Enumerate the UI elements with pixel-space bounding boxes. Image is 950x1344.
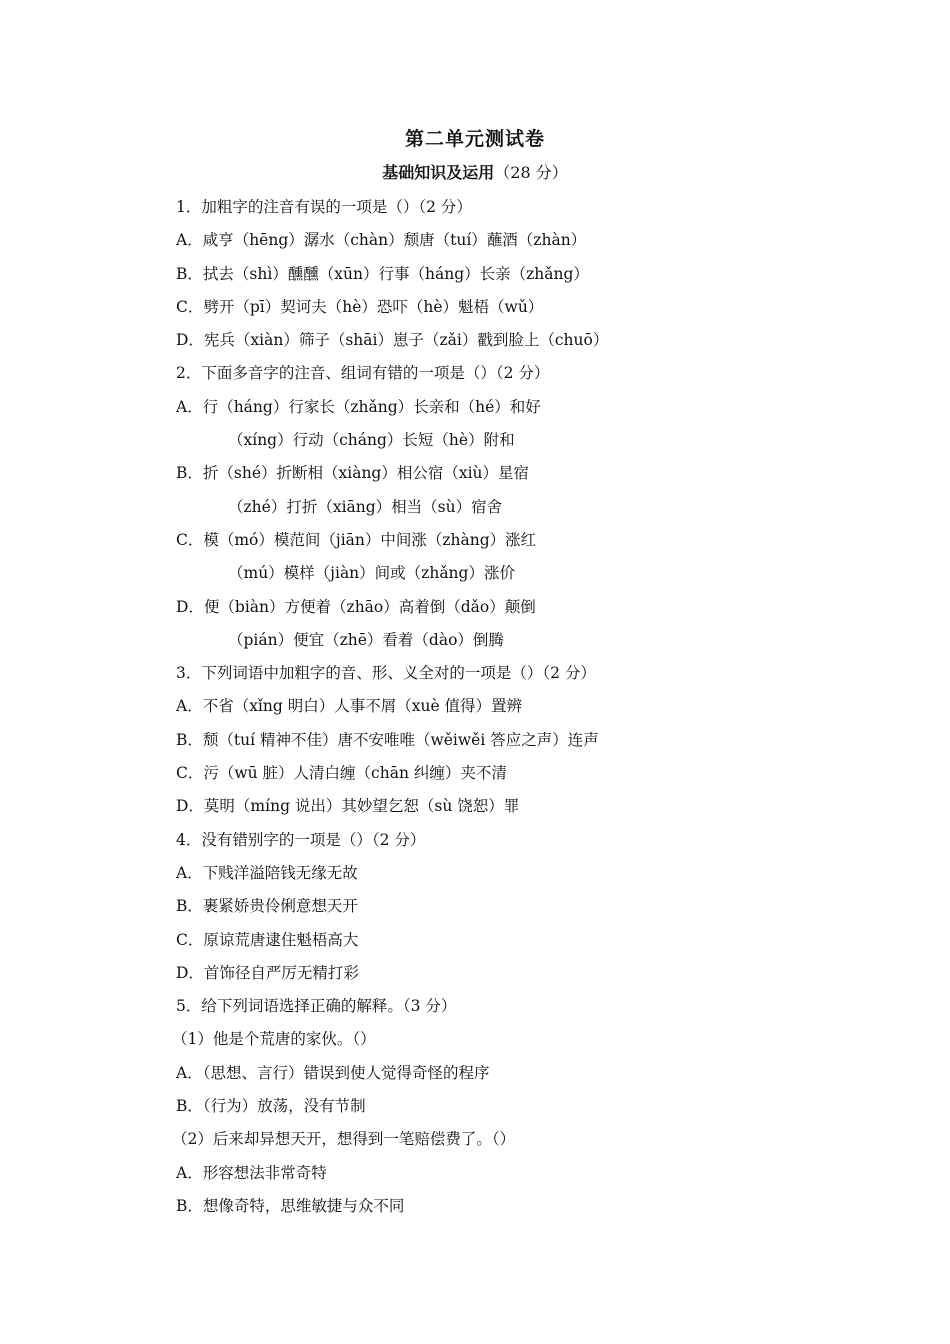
answer-option: B．折（shé）折断相（xiàng）相公宿（xiù）星宿 (176, 464, 530, 483)
sub-question: （2）后来却异想天开，想得到一笔赔偿费了。（） (172, 1130, 516, 1149)
answer-option: B．颓（tuí 精神不佳）唐不安唯唯（wěiwěi 答应之声）连声 (176, 730, 599, 749)
question-list (172, 191, 896, 1223)
answer-option: B．拭去（shì）醺醺（xūn）行事（háng）长亲（zhǎng） (176, 264, 589, 283)
answer-option: A．下贱洋溢陪钱无缘无故 (176, 863, 358, 882)
answer-option: D．宪兵（xiàn）筛子（shāi）崽子（zǎi）戳到脸上（chuō） (176, 331, 609, 350)
answer-option: A．（思想、言行）错误到使人觉得奇怪的程序 (176, 1063, 490, 1082)
page-title: 第二单元测试卷 (404, 128, 545, 150)
answer-option: C．劈开（pī）契诃夫（hè）恐吓（hè）魁梧（wǔ） (176, 297, 544, 316)
answer-option: C．模（mó）模范间（jiān）中间涨（zhàng）涨红 (176, 530, 537, 549)
answer-option: C．污（wū 脏）人清白缠（chān 纠缠）夹不清 (176, 764, 507, 783)
question-stem: 4．没有错别字的一项是（）（2 分） (176, 830, 426, 849)
answer-option: B．（行为）放荡，没有节制 (176, 1097, 366, 1116)
answer-option: C．原谅荒唐逮住魁梧高大 (176, 930, 359, 949)
section-heading-score: （28 分） (494, 163, 568, 182)
question-stem: 3．下列词语中加粗字的音、形、义全对的一项是（）（2 分） (176, 664, 596, 683)
answer-option: A．行（háng）行家长（zhǎng）长亲和（hé）和好 (176, 397, 541, 416)
option-continuation: （zhé）打折（xiāng）相当（sù）宿舍 (228, 497, 503, 516)
answer-option: A．不省（xǐng 明白）人事不屑（xuè 值得）置辨 (176, 697, 523, 716)
section-heading-label: 基础知识及运用 (382, 163, 495, 182)
question-stem: 2．下面多音字的注音、组词有错的一项是（）（2 分） (176, 364, 550, 383)
option-continuation: （mú）模样（jiàn）间或（zhǎng）涨价 (228, 564, 515, 583)
answer-option: D．莫明（míng 说出）其妙望乞恕（sù 饶恕）罪 (176, 797, 520, 816)
answer-option: A．咸亨（hēng）潺水（chàn）颓唐（tuí）蘸酒（zhàn） (176, 231, 587, 250)
answer-option: D．首饰径自严厉无精打彩 (176, 963, 359, 982)
answer-option: A．形容想法非常奇特 (176, 1163, 327, 1182)
question-stem: 1．加粗字的注音有误的一项是（）（2 分） (176, 198, 472, 216)
question-stem: 5．给下列词语选择正确的解释。（3 分） (176, 997, 457, 1016)
option-continuation: （xíng）行动（cháng）长短（hè）附和 (228, 431, 515, 450)
section-heading (0, 160, 950, 183)
answer-option: B．裹紧娇贵伶俐意想天开 (176, 897, 358, 916)
answer-option: D．便（biàn）方便着（zhāo）高着倒（dǎo）颠倒 (176, 597, 536, 616)
option-continuation: （pián）便宜（zhē）看着（dào）倒腾 (228, 630, 504, 649)
answer-option: B．想像奇特，思维敏捷与众不同 (176, 1196, 405, 1215)
sub-question: （1）他是个荒唐的家伙。（） (172, 1030, 376, 1049)
